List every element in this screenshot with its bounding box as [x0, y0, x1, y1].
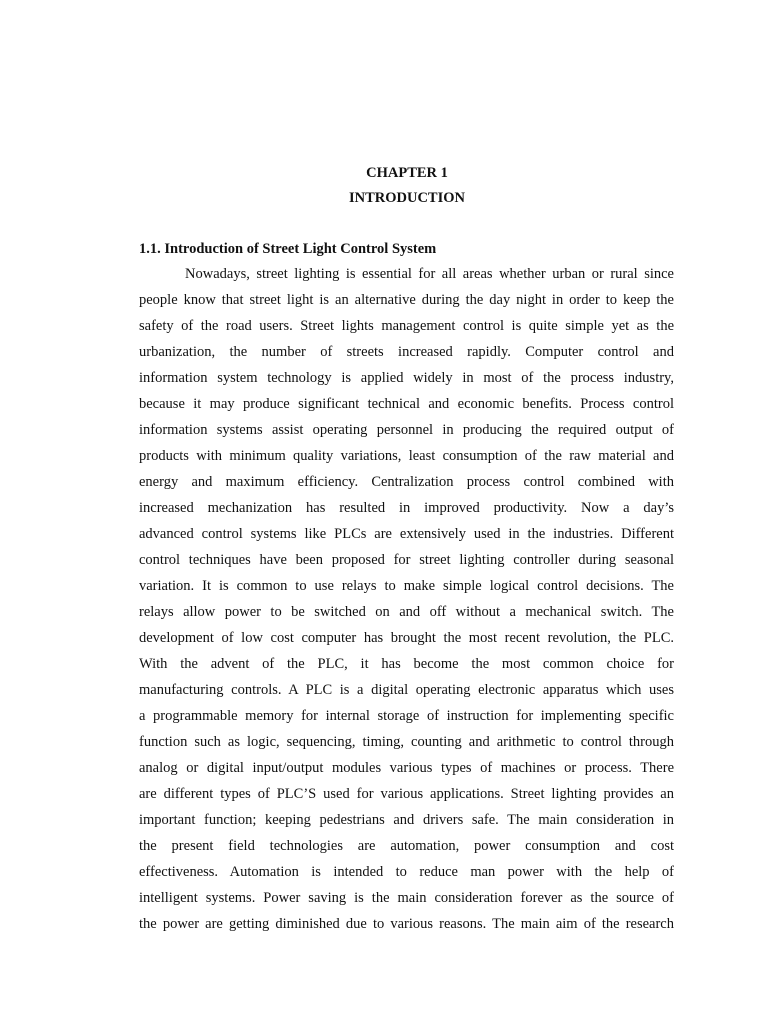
paragraph-line: function such as logic, sequencing, timing, counting and arithmetic to control through [139, 734, 674, 750]
paragraph-line: advanced control systems like PLCs are extensively used in the industries. Different [139, 526, 674, 542]
paragraph-line: energy and maximum efficiency. Centralization process control combined with [139, 474, 674, 490]
paragraph-line: are different types of PLC’S used for various applications. Street lighting provides an [139, 786, 674, 802]
paragraph-line: With the advent of the PLC, it has become the most common choice for [139, 656, 674, 672]
paragraph-line: the present field technologies are automation, power consumption and cost [139, 838, 674, 854]
paragraph-line: relays allow power to be switched on and off without a mechanical switch. The [139, 604, 674, 620]
paragraph-line: intelligent systems. Power saving is the main consideration forever as the source of [139, 890, 674, 906]
paragraph-line: control techniques have been proposed for street lighting controller during seasonal [139, 552, 674, 568]
paragraph-line: effectiveness. Automation is intended to reduce man power with the help of [139, 864, 674, 880]
paragraph-line: because it may produce significant technical and economic benefits. Process control [139, 396, 674, 412]
paragraph-line: development of low cost computer has brought the most recent revolution, the PLC. [139, 630, 674, 646]
paragraph-line: a programmable memory for internal storage of instruction for implementing specific [139, 708, 674, 724]
paragraph-line: the power are getting diminished due to various reasons. The main aim of the research [139, 916, 674, 932]
paragraph-line: increased mechanization has resulted in improved productivity. Now a day’s [139, 500, 674, 516]
chapter-number: CHAPTER 1 [366, 165, 448, 181]
paragraph-line: information system technology is applied widely in most of the process industry, [139, 370, 674, 386]
section-heading: 1.1. Introduction of Street Light Control System [139, 241, 437, 257]
paragraph-line: Nowadays, street lighting is essential for all areas whether urban or rural since [185, 266, 674, 282]
paragraph-line: important function; keeping pedestrians and drivers safe. The main consideration in [139, 812, 674, 828]
paragraph-line: variation. It is common to use relays to make simple logical control decisions. The [139, 578, 674, 594]
paragraph-line: products with minimum quality variations, least consumption of the raw material and [139, 448, 674, 464]
paragraph-line: information systems assist operating personnel in producing the required output of [139, 422, 674, 438]
paragraph-line: analog or digital input/output modules various types of machines or process. There [139, 760, 674, 776]
chapter-title: INTRODUCTION [348, 190, 465, 206]
paragraph-line: urbanization, the number of streets increased rapidly. Computer control and [139, 344, 674, 360]
body-paragraph [139, 264, 674, 940]
paragraph-line: manufacturing controls. A PLC is a digital operating electronic apparatus which uses [139, 682, 674, 698]
paragraph-line: safety of the road users. Street lights management control is quite simple yet as the [139, 318, 674, 334]
paragraph-line: people know that street light is an alternative during the day night in order to keep the [139, 292, 674, 308]
